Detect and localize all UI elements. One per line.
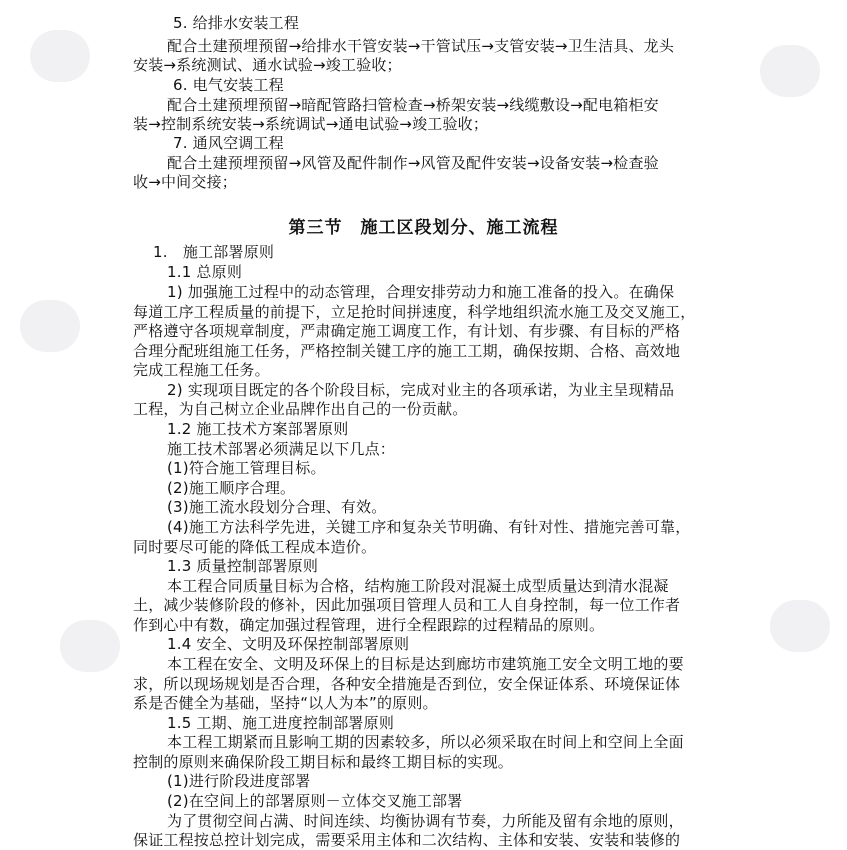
text-line: 1.4 安全、文明及环保控制部署原则 [167,635,410,653]
text-line: 本工程在安全、文明及环保上的目标是达到廊坊市建筑施工安全文明工地的要 [167,655,684,673]
watermark-elephant-logo [770,600,830,652]
text-line: 每道工序工程质量的前提下，立足抢时间拼速度，科学地组织流水施工及交叉施工， [133,303,696,321]
text-line: 6. 电气安装工程 [173,76,284,94]
text-line: 施工技术部署必须满足以下几点： [167,440,396,458]
section-title: 第三节 施工区段划分、施工流程 [288,218,559,238]
text-line: 土，减少装修阶段的修补，因此加强项目管理人员和工人自身控制，每一位工作者 [133,596,681,614]
watermark-elephant-logo [30,30,90,82]
text-line: 本工程合同质量目标为合格，结构施工阶段对混凝土成型质量达到清水混凝 [167,577,669,595]
text-line: 5. 给排水安装工程 [173,14,300,32]
text-line: 控制的原则来确保阶段工期目标和最终工期目标的实现。 [133,753,514,771]
text-line: 同时要尽可能的降低工程成本造价。 [133,538,377,556]
text-line: 工程，为自己树立企业品牌作出自己的一份贡献。 [133,400,468,418]
text-line: 1.3 质量控制部署原则 [167,557,319,575]
text-line: (2)施工顺序合理。 [167,479,296,497]
text-line: 1. 施工部署原则 [153,243,275,261]
text-line: (3)施工流水段划分合理、有效。 [167,498,387,516]
text-line: 作到心中有数，确定加强过程管理，进行全程跟踪的过程精品的原则。 [133,616,605,634]
text-line: (2)在空间上的部署原则－立体交叉施工部署 [167,792,463,810]
text-line: 完成工程施工任务。 [133,361,270,379]
text-line: 1.5 工期、施工进度控制部署原则 [167,714,395,732]
text-line: 本工程工期紧而且影响工期的因素较多，所以必须采取在时间上和空间上全面 [167,733,684,751]
text-line: (1)进行阶段进度部署 [167,772,311,790]
text-line: 配合土建预埋预留→暗配管路扫管检查→桥架安装→线缆敷设→配电箱柜安 [167,96,659,114]
text-line: 系是否健全为基础，坚持“以人为本”的原则。 [133,694,438,712]
text-line: 为了贯彻空间占满、时间连续、均衡协调有节奏，力所能及留有余地的原则， [167,812,684,830]
text-line: 配合土建预埋预留→风管及配件制作→风管及配件安装→设备安装→检查验 [167,154,659,172]
text-line: 1) 加强施工过程中的动态管理，合理安排劳动力和施工准备的投入。在确保 [167,283,675,301]
text-line: 严格遵守各项规章制度，严肃确定施工调度工作，有计划、有步骤、有目标的严格 [133,322,681,340]
text-line: (1)符合施工管理目标。 [167,459,326,477]
text-line: (4)施工方法科学先进，关键工序和复杂关节明确、有针对性、措施完善可靠， [167,518,691,536]
watermark-elephant-logo [760,45,820,97]
text-line: 安装→系统测试、通水试验→竣工验收； [133,56,402,74]
watermark-elephant-logo [20,300,80,352]
text-line: 1.2 施工技术方案部署原则 [167,420,349,438]
text-line: 合理分配班组施工任务，严格控制关键工序的施工工期，确保按期、合格、高效地 [133,342,681,360]
text-line: 收→中间交接； [133,173,237,191]
text-line: 2) 实现项目既定的各个阶段目标，完成对业主的各项承诺，为业主呈现精品 [167,381,675,399]
text-line: 7. 通风空调工程 [173,134,284,152]
text-line: 保证工程按总控计划完成，需要采用主体和二次结构、主体和安装、安装和装修的 [133,831,681,849]
text-line: 配合土建预埋预留→给排水干管安装→干管试压→支管安装→卫生洁具、龙头 [167,37,675,55]
text-line: 1.1 总原则 [167,263,243,281]
watermark-elephant-logo [60,620,120,672]
text-line: 装→控制系统安装→系统调试→通电试验→竣工验收； [133,115,489,133]
text-line: 求，所以现场规划是否合理，各种安全措施是否到位，安全保证体系、环境保证体 [133,675,681,693]
